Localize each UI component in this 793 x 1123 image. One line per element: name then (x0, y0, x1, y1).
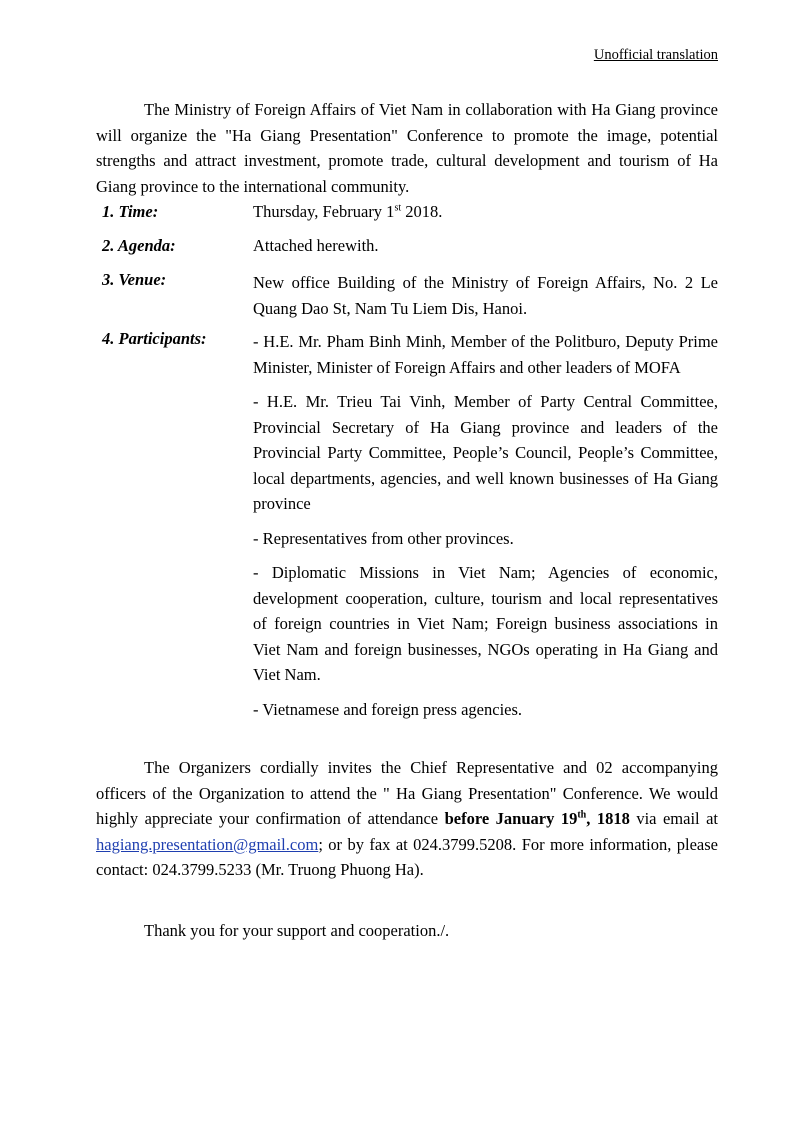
invitation-paragraph: The Organizers cordially invites the Chief Representative and 02 accompanying officers of the Organization to attend the " Ha Giang Presentation" Conference. We would highly appreciate your confirmation of attendance before January 19th, 1818 via email at hagiang.presentation@gmail.com; or by fax at 024.3799.5208. For more information, please contact: 024.3799.5233 (Mr. Truong Phuong Ha). (96, 758, 719, 879)
agenda-label: 2. Agenda: (102, 236, 176, 255)
email-link[interactable]: hagiang.presentation@gmail.com (96, 834, 319, 854)
participant-entry: - H.E. Mr. Trieu Tai Vinh, Member of Party Central Committee, Provincial Secretary of Ha Giang province and leaders of the Provincial Party Committee, People’s Council, People’s Committee, local departments, agencies, and well known businesses of Ha Giang province (253, 392, 718, 513)
participant-entry: - Representatives from other provinces. (253, 528, 514, 548)
deadline: before January 19th, 1818 (444, 809, 630, 828)
intro-paragraph: The Ministry of Foreign Affairs of Viet Nam in collaboration with Ha Giang province will organize the "Ha Giang Presentation" Conference to promote the image, potential strengths and attract investment, promote trade, cultural development and tourism of Ha Giang province to the international community. (96, 100, 718, 196)
participant-entry: - H.E. Mr. Pham Binh Minh, Member of the Politburo, Deputy Prime Minister, Minister of Foreign Affairs and other leaders of MOFA (253, 332, 718, 377)
venue-label: 3. Venue: (102, 270, 167, 289)
participants-list (253, 329, 718, 731)
unofficial-translation-note: Unofficial translation (593, 47, 718, 63)
participants-label: 4. Participants: (102, 329, 207, 348)
participant-entry: - Diplomatic Missions in Viet Nam; Agencies of economic, development cooperation, culture, tourism and local representatives of foreign countries in Viet Nam; Foreign business associations in Viet Nam and foreign businesses, NGOs operating in Ha Giang and Viet Nam. (253, 563, 718, 684)
participant-entry: - Vietnamese and foreign press agencies. (253, 699, 523, 719)
time-label: 1. Time: (102, 202, 159, 221)
time-value: Thursday, February 1st 2018. (253, 202, 443, 221)
agenda-value: Attached herewith. (253, 236, 379, 255)
venue-value: New office Building of the Ministry of Foreign Affairs, No. 2 Le Quang Dao St, Nam Tu Liem Dis, Hanoi. (253, 273, 718, 318)
closing-line: Thank you for your support and cooperation./. (144, 921, 450, 940)
